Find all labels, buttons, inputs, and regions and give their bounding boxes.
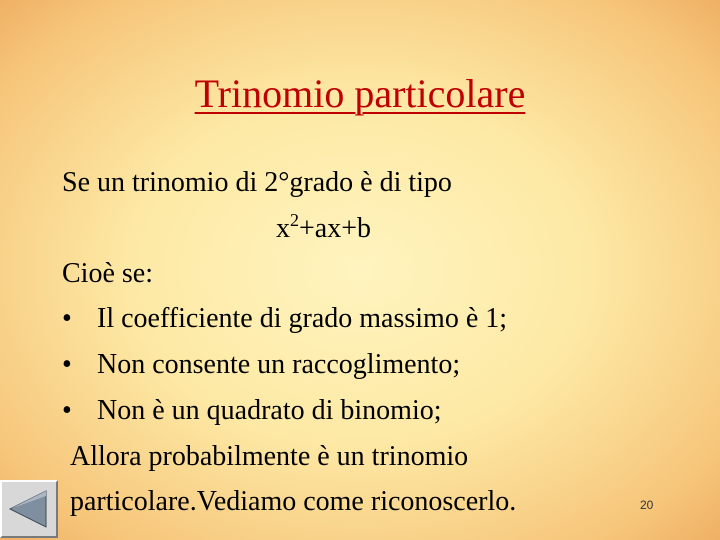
bullet-icon: • [62,303,72,334]
bullet-icon: • [62,395,72,426]
bullet-icon: • [62,349,72,380]
formula-rest: +ax+b [299,213,372,244]
left-triangle-icon [8,488,50,530]
bullet-text: Non è un quadrato di binomio; [97,395,442,426]
bullet-item [62,394,442,428]
bullet-text: Il coefficiente di grado massimo è 1; [97,303,508,334]
bullet-item [62,302,507,336]
slide-title: Trinomio particolare [194,71,526,116]
back-button[interactable] [0,480,58,538]
bullet-item [62,348,460,382]
formula [276,212,371,246]
page-number: 20 [640,498,654,512]
cioe-text: Cioè se: [62,258,153,289]
bullet-text: Non consente un raccoglimento; [97,349,461,380]
intro-text: Se un trinomio di 2°grado è di tipo [62,167,452,198]
conclusion-line-2: particolare.Vediamo come riconoscerlo. [70,486,517,517]
formula-base: x [276,213,290,244]
conclusion-line-1: Allora probabilmente è un trinomio [70,441,469,472]
formula-exponent: 2 [290,210,299,230]
